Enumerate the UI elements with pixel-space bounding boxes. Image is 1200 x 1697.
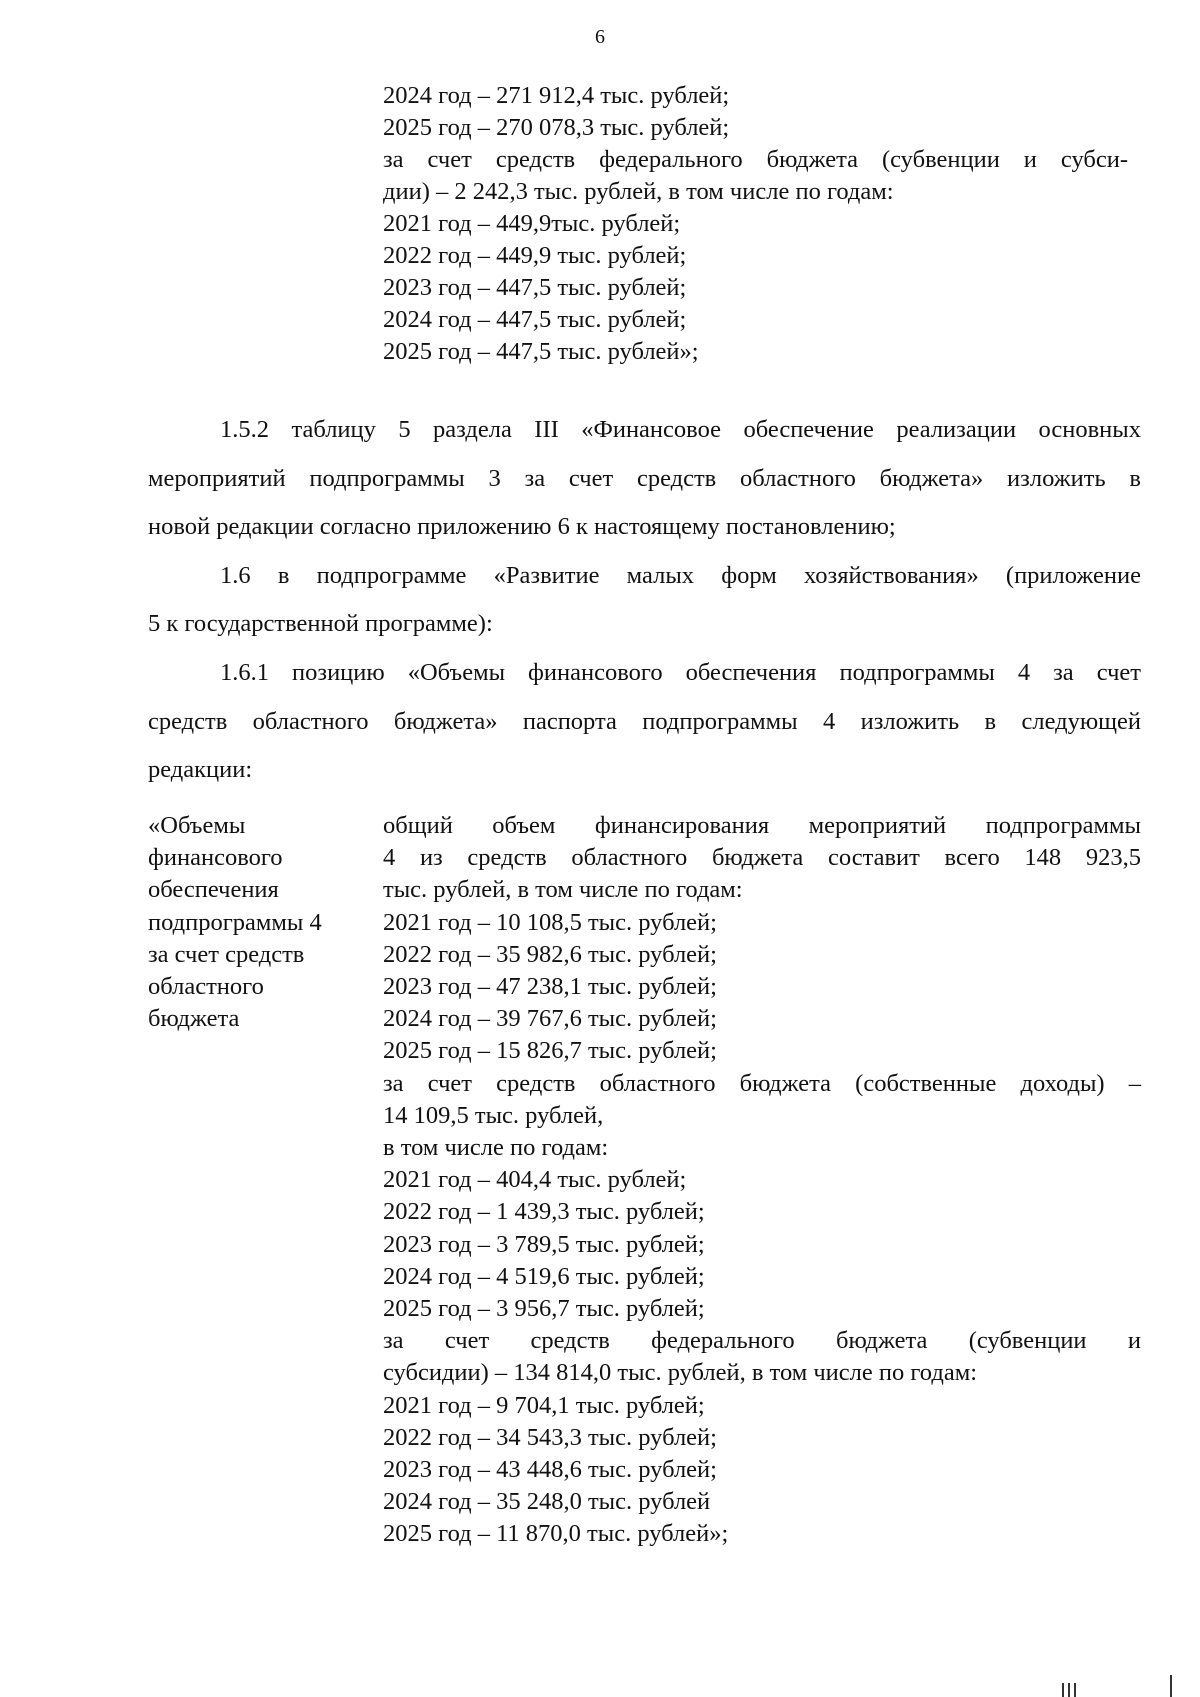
paragraph-line: 1.5.2 таблицу 5 раздела III «Финансовое обеспечение реализации основных (220, 416, 1141, 443)
label-line: «Объемы (148, 812, 246, 839)
value-line: 2023 год – 3 789,5 тыс. рублей; (383, 1230, 705, 1258)
value-line: 2024 год – 4 519,6 тыс. рублей; (383, 1262, 705, 1290)
paragraph-line: 1.6.1 позицию «Объемы финансового обеспечения подпрограммы 4 за счет (220, 658, 1141, 686)
value-line: 2022 год – 1 439,3 тыс. рублей; (383, 1198, 705, 1226)
value-line: тыс. рублей, в том числе по годам: (383, 876, 743, 904)
text-line: 2024 год – 271 912,4 тыс. рублей; (383, 82, 730, 109)
label-line: подпрограммы 4 (148, 908, 322, 936)
value-line: 2025 год – 3 956,7 тыс. рублей; (383, 1295, 705, 1323)
text-line: 2022 год – 449,9 тыс. рублей; (383, 242, 687, 269)
value-line: общий объем финансирования мероприятий подпрограммы (383, 812, 1141, 839)
label-line: финансового (148, 844, 283, 872)
value-line: 2023 год – 43 448,6 тыс. рублей; (383, 1456, 717, 1484)
scan-artifact (1074, 1683, 1076, 1697)
value-line: 14 109,5 тыс. рублей, (383, 1101, 604, 1129)
paragraph-line: средств областного бюджета» паспорта подпрограммы 4 изложить в следующей (148, 707, 1141, 735)
text-line: дии) – 2 242,3 тыс. рублей, в том числе по годам: (383, 178, 894, 205)
paragraph-line: мероприятий подпрограммы 3 за счет средств областного бюджета» изложить в (148, 464, 1141, 492)
value-line: 2022 год – 34 543,3 тыс. рублей; (383, 1423, 717, 1451)
label-line: обеспечения (148, 876, 279, 904)
value-line: 2024 год – 39 767,6 тыс. рублей; (383, 1005, 717, 1033)
value-line: субсидии) – 134 814,0 тыс. рублей, в том числе по годам: (383, 1359, 978, 1387)
label-line: за счет средств (148, 940, 305, 968)
position-value (383, 810, 1141, 1551)
paragraph-line: редакции: (148, 756, 253, 784)
paragraph-line: 5 к государственной программе): (148, 610, 493, 638)
scan-artifact (1062, 1683, 1064, 1697)
value-line: за счет средств федерального бюджета (субвенции и (383, 1327, 1141, 1355)
paragraph-line: новой редакции согласно приложению 6 к настоящему постановлению; (148, 513, 896, 541)
text-line: 2021 год – 449,9тыс. рублей; (383, 210, 681, 237)
label-line: бюджета (148, 1005, 240, 1033)
value-line: 2023 год – 47 238,1 тыс. рублей; (383, 973, 717, 1001)
paragraph-line: 1.6 в подпрограмме «Развитие малых форм хозяйствования» (приложение (220, 561, 1141, 589)
value-line: 2021 год – 10 108,5 тыс. рублей; (383, 908, 717, 936)
value-line: 2021 год – 404,4 тыс. рублей; (383, 1166, 687, 1194)
text-line: 2023 год – 447,5 тыс. рублей; (383, 274, 687, 301)
text-line: 2025 год – 270 078,3 тыс. рублей; (383, 114, 730, 141)
scan-artifact (1170, 1675, 1172, 1697)
value-line: за счет средств областного бюджета (собственные доходы) – (383, 1069, 1141, 1097)
value-line: 2025 год – 11 870,0 тыс. рублей»; (383, 1520, 729, 1548)
text-line: 2025 год – 447,5 тыс. рублей»; (383, 338, 699, 365)
text-line: за счет средств федерального бюджета (субвенции и субси- (383, 146, 1128, 173)
value-line: 4 из средств областного бюджета составит всего 148 923,5 (383, 844, 1141, 872)
label-line: областного (148, 973, 264, 1001)
value-line: 2021 год – 9 704,1 тыс. рублей; (383, 1391, 705, 1419)
text-line: 2024 год – 447,5 тыс. рублей; (383, 306, 687, 333)
value-line: 2024 год – 35 248,0 тыс. рублей (383, 1488, 711, 1516)
value-line: 2025 год – 15 826,7 тыс. рублей; (383, 1037, 717, 1065)
value-line: 2022 год – 35 982,6 тыс. рублей; (383, 940, 717, 968)
financing-continuation-block (383, 80, 1128, 368)
scan-artifact (1068, 1683, 1070, 1697)
page-number: 6 (595, 26, 605, 48)
position-label (148, 810, 363, 1035)
value-line: в том числе по годам: (383, 1134, 609, 1162)
body-paragraphs (148, 406, 1141, 795)
